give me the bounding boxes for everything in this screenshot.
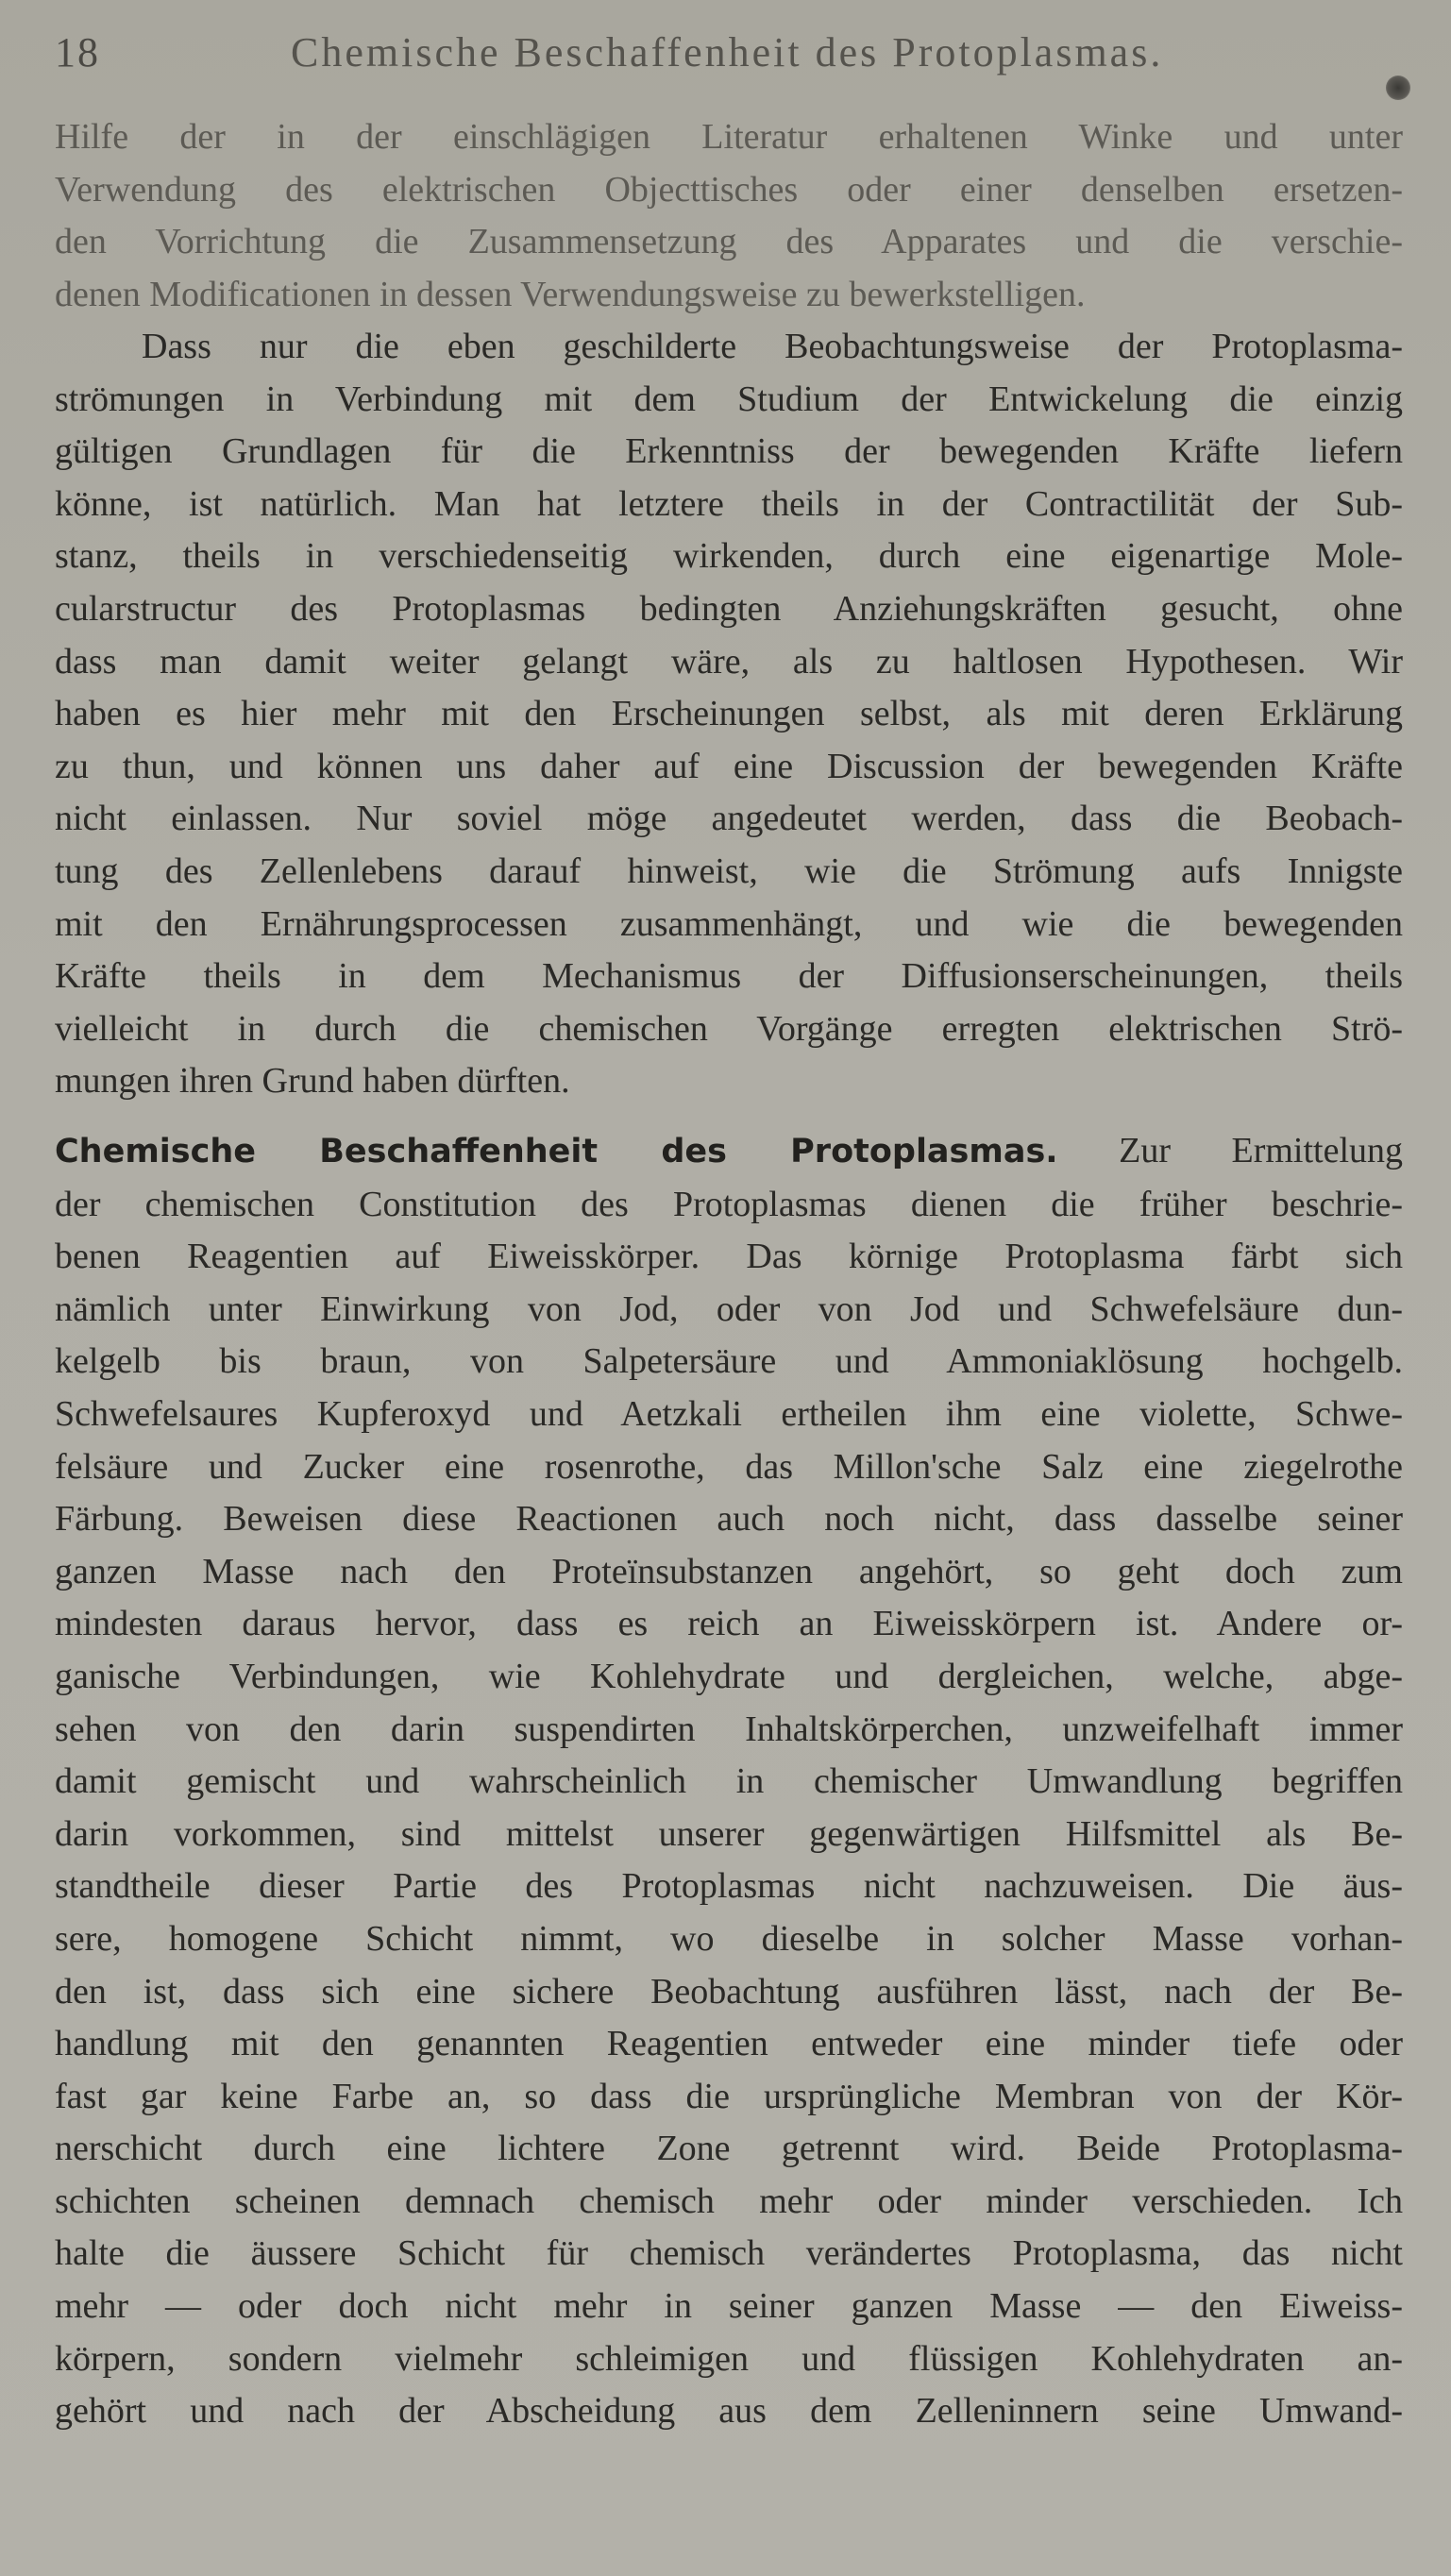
text-line: mungen ihren Grund haben dürften. <box>55 1061 570 1102</box>
text-line: stanz, theils in verschiedenseitig wirkenden, durch eine eigenartige Mole- <box>55 536 1403 577</box>
text-line: tung des Zellenlebens darauf hinweist, wie die Strömung aufs Innigste <box>55 850 1403 891</box>
text-line: der chemischen Constitution des Protoplasmas dienen die früher beschrie- <box>55 1184 1403 1224</box>
text-line: gehört und nach der Abscheidung aus dem Zelleninnern seine Umwand- <box>55 2391 1403 2432</box>
paragraph-forces <box>55 321 1403 1108</box>
text-line: haben es hier mehr mit den Erscheinungen selbst, als mit deren Erklärung <box>55 694 1403 734</box>
text-line: Färbung. Beweisen diese Reactionen auch noch nicht, dass dasselbe seiner <box>55 1499 1403 1540</box>
text-line: halte die äussere Schicht für chemisch verändertes Protoplasma, das nicht <box>55 2233 1403 2274</box>
text-line: nerschicht durch eine lichtere Zone getrennt wird. Beide Protoplasma- <box>55 2129 1403 2169</box>
text-line: sehen von den darin suspendirten Inhaltskörperchen, unzweifelhaft immer <box>55 1709 1403 1749</box>
text-line: ganische Verbindungen, wie Kohlehydrate und dergleichen, welche, abge- <box>55 1656 1403 1696</box>
text-line: damit gemischt und wahrscheinlich in chemischer Umwandlung begriffen <box>55 1761 1403 1802</box>
paragraph-continuation <box>55 111 1403 321</box>
text-line: nicht einlassen. Nur soviel möge angedeutet werden, dass die Beobach- <box>55 799 1403 839</box>
text-line: fast gar keine Farbe an, so dass die ursprüngliche Membran von der Kör- <box>55 2076 1403 2116</box>
text-line: kelgelb bis braun, von Salpetersäure und Ammoniaklösung hochgelb. <box>55 1341 1403 1382</box>
text-line: standtheile dieser Partie des Protoplasmas nicht nachzuweisen. Die äus- <box>55 1866 1403 1907</box>
text-line: zu thun, und können uns daher auf eine Discussion der bewegenden Kräfte <box>55 746 1403 786</box>
text-line: benen Reagentien auf Eiweisskörper. Das körnige Protoplasma färbt sich <box>55 1237 1403 1277</box>
text-line: cularstructur des Protoplasmas bedingten Anziehungskräften gesucht, ohne <box>55 588 1403 629</box>
text-line: Hilfe der in der einschlägigen Literatur erhaltenen Winke und unter <box>55 117 1403 157</box>
paragraph-chemistry <box>55 1125 1403 2438</box>
text-line: Verwendung des elektrischen Objecttisches oder einer denselben ersetzen- <box>55 169 1403 210</box>
text-line: mehr — oder doch nicht mehr in seiner ganzen Masse — den Eiweiss- <box>55 2286 1403 2327</box>
text-line: mindesten daraus hervor, dass es reich an Eiweisskörpern ist. Andere or- <box>55 1604 1403 1644</box>
ink-spot <box>1386 76 1410 100</box>
running-title: Chemische Beschaffenheit des Protoplasmas. <box>291 29 1164 76</box>
text-line: felsäure und Zucker eine rosenrothe, das Millon'sche Salz eine ziegelrothe <box>55 1446 1403 1487</box>
text-line: mit den Ernährungsprocessen zusammenhängt, und wie die bewegenden <box>55 903 1403 944</box>
text-line: darin vorkommen, sind mittelst unserer gegenwärtigen Hilfsmittel als Be- <box>55 1813 1403 1854</box>
text-line: handlung mit den genannten Reagentien entweder eine minder tiefe oder <box>55 2024 1403 2064</box>
text-line: sere, homogene Schicht nimmt, wo dieselbe in solcher Masse vorhan- <box>55 1918 1403 1959</box>
text-line: denen Modificationen in dessen Verwendungsweise zu bewerkstelligen. <box>55 274 1086 314</box>
text-line: vielleicht in durch die chemischen Vorgänge erregten elektrischen Strö- <box>55 1008 1403 1049</box>
text-line: den ist, dass sich eine sichere Beobachtung ausführen lässt, nach der Be- <box>55 1971 1403 2012</box>
text-line: dass man damit weiter gelangt wäre, als zu haltlosen Hypothesen. Wir <box>55 641 1403 682</box>
text-line: nämlich unter Einwirkung von Jod, oder von Jod und Schwefelsäure dun- <box>55 1288 1403 1329</box>
text-line: ganzen Masse nach den Proteïnsubstanzen angehört, so geht doch zum <box>55 1551 1403 1591</box>
section-heading-line <box>55 1125 1403 1179</box>
text-line: Kräfte theils in dem Mechanismus der Diffusionserscheinungen, theils <box>55 956 1403 997</box>
page-header <box>55 28 1395 85</box>
text-line: könne, ist natürlich. Man hat letztere theils in der Contractilität der Sub- <box>55 483 1403 524</box>
text-line: Dass nur die eben geschilderte Beobachtungsweise der Protoplasma- <box>142 327 1403 366</box>
text-line: schichten scheinen demnach chemisch mehr oder minder verschieden. Ich <box>55 2180 1403 2221</box>
text-line: strömungen in Verbindung mit dem Studium der Entwickelung die einzig <box>55 379 1403 419</box>
text-line: Schwefelsaures Kupferoxyd und Aetzkali ertheilen ihm eine violette, Schwe- <box>55 1393 1403 1434</box>
section-heading: Chemische Beschaffenheit des Protoplasmas. <box>55 1133 1058 1170</box>
text-line: den Vorrichtung die Zusammensetzung des Apparates und die verschie- <box>55 222 1403 262</box>
text-line: körpern, sondern vielmehr schleimigen und flüssigen Kohlehydraten an- <box>55 2338 1403 2379</box>
page-number: 18 <box>55 29 100 76</box>
text-line: gültigen Grundlagen für die Erkenntniss der bewegenden Kräfte liefern <box>55 431 1403 472</box>
heading-line-rest: Zur Ermittelung <box>1119 1131 1403 1170</box>
